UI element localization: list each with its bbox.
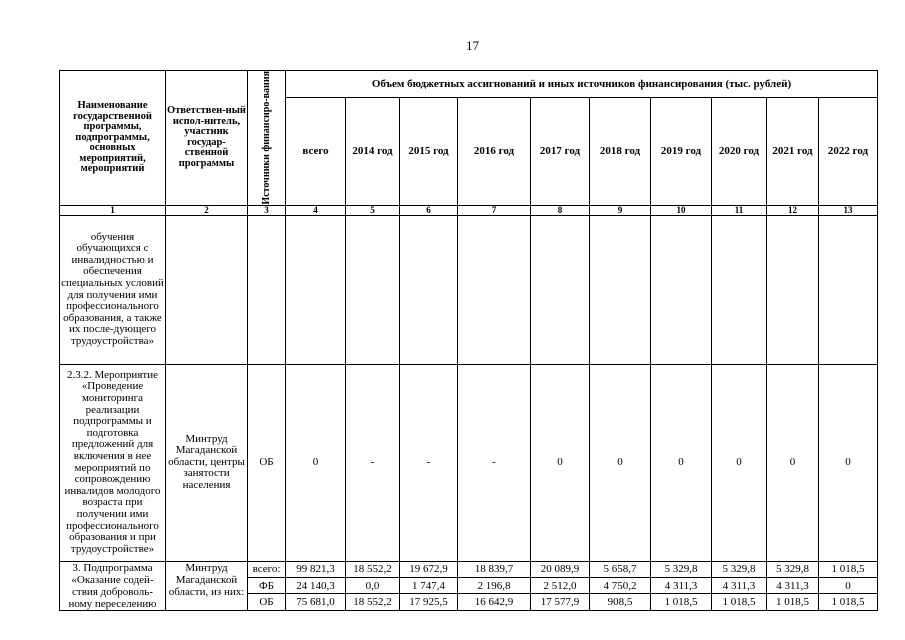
column-number: 6 <box>400 205 458 215</box>
value-cell: 0 <box>531 364 590 561</box>
value-cell: 99 821,3 <box>286 561 346 577</box>
header-volume: Объем бюджетных ассигнований и иных источников финансирования (тыс. рублей) <box>286 71 878 98</box>
value-cell: 4 311,3 <box>651 577 712 593</box>
page-number: 17 <box>466 38 479 53</box>
budget-table <box>59 70 878 611</box>
value-cell: 0 <box>651 364 712 561</box>
column-number: 5 <box>346 205 400 215</box>
column-number: 11 <box>712 205 767 215</box>
header-year: 2014 год <box>346 98 400 206</box>
row-responsible: Минтруд Магаданской области, центры занятости населения <box>166 364 248 561</box>
value-cell: 1 018,5 <box>819 561 878 577</box>
value-cell: 19 672,9 <box>400 561 458 577</box>
value-cell: 4 311,3 <box>767 577 819 593</box>
value-cell: 18 552,2 <box>346 594 400 610</box>
value-cell: 24 140,3 <box>286 577 346 593</box>
header-year: 2020 год <box>712 98 767 206</box>
value-cell: 1 018,5 <box>767 594 819 610</box>
header-year: 2016 год <box>458 98 531 206</box>
value-cell: - <box>400 364 458 561</box>
row-source: ОБ <box>248 364 286 561</box>
value-cell: 1 747,4 <box>400 577 458 593</box>
column-number: 8 <box>531 205 590 215</box>
column-number: 12 <box>767 205 819 215</box>
value-cell: 0 <box>819 577 878 593</box>
row-responsible: Минтруд Магаданской области, из них: <box>166 561 248 610</box>
column-number: 13 <box>819 205 878 215</box>
value-cell: 1 018,5 <box>819 594 878 610</box>
table-row-measure-2-3-2 <box>60 364 878 561</box>
value-cell: 5 329,8 <box>767 561 819 577</box>
column-number: 3 <box>248 205 286 215</box>
row-source: всего: <box>248 561 286 577</box>
value-cell: 1 018,5 <box>651 594 712 610</box>
header-name: Наименование государственной программы, подпрограммы, основных мероприятий, мероприятий <box>60 71 166 206</box>
header-year: 2015 год <box>400 98 458 206</box>
column-number: 10 <box>651 205 712 215</box>
row-name: 3. Подпрограмма «Оказание содей-ствия доброволь-ному переселению <box>60 561 166 610</box>
header-year: 2021 год <box>767 98 819 206</box>
value-cell: 18 839,7 <box>458 561 531 577</box>
value-cell: 0 <box>712 364 767 561</box>
value-cell: 17 925,5 <box>400 594 458 610</box>
value-cell: 0 <box>819 364 878 561</box>
value-cell: 0 <box>590 364 651 561</box>
header-source: Источники финансиро-вания <box>260 71 272 205</box>
value-cell: 75 681,0 <box>286 594 346 610</box>
column-number: 4 <box>286 205 346 215</box>
value-cell: 16 642,9 <box>458 594 531 610</box>
column-number: 9 <box>590 205 651 215</box>
value-cell: 18 552,2 <box>346 561 400 577</box>
header-year: 2022 год <box>819 98 878 206</box>
value-cell: 17 577,9 <box>531 594 590 610</box>
header-source-cell <box>248 71 286 206</box>
row-name: 2.3.2. Мероприятие «Проведение мониторинга реализации подпрограммы и подготовка предложений для включения в нее мероприятий по сопровождению инвалидов молодого возраста при получении ими профессионального образования и при трудоустройстве» <box>60 364 166 561</box>
column-number: 1 <box>60 205 166 215</box>
header-year: 2018 год <box>590 98 651 206</box>
value-cell: 5 329,8 <box>712 561 767 577</box>
header-row-1 <box>60 71 878 98</box>
table-row-subprogram-3-total <box>60 561 878 577</box>
row-name: обучения обучающихся с инвалидностью и обеспечения специальных условий для получения ими профессионального образования, а также их после-дующего трудоустройства» <box>60 215 166 364</box>
value-cell: 5 329,8 <box>651 561 712 577</box>
value-cell: 0 <box>767 364 819 561</box>
table-row-continuation <box>60 215 878 364</box>
value-cell: - <box>346 364 400 561</box>
column-number: 2 <box>166 205 248 215</box>
column-number: 7 <box>458 205 531 215</box>
header-year: 2019 год <box>651 98 712 206</box>
value-cell: 20 089,9 <box>531 561 590 577</box>
value-cell: 2 512,0 <box>531 577 590 593</box>
value-cell: 1 018,5 <box>712 594 767 610</box>
header-responsible: Ответствен-ный испол-нитель, участник государ-ственной программы <box>166 71 248 206</box>
header-year: 2017 год <box>531 98 590 206</box>
value-cell: 4 750,2 <box>590 577 651 593</box>
column-number-row <box>60 205 878 215</box>
value-cell: 0 <box>286 364 346 561</box>
value-cell: - <box>458 364 531 561</box>
value-cell: 4 311,3 <box>712 577 767 593</box>
value-cell: 2 196,8 <box>458 577 531 593</box>
value-cell: 908,5 <box>590 594 651 610</box>
row-source: ФБ <box>248 577 286 593</box>
row-source: ОБ <box>248 594 286 610</box>
value-cell: 0,0 <box>346 577 400 593</box>
value-cell: 5 658,7 <box>590 561 651 577</box>
header-total: всего <box>286 98 346 206</box>
